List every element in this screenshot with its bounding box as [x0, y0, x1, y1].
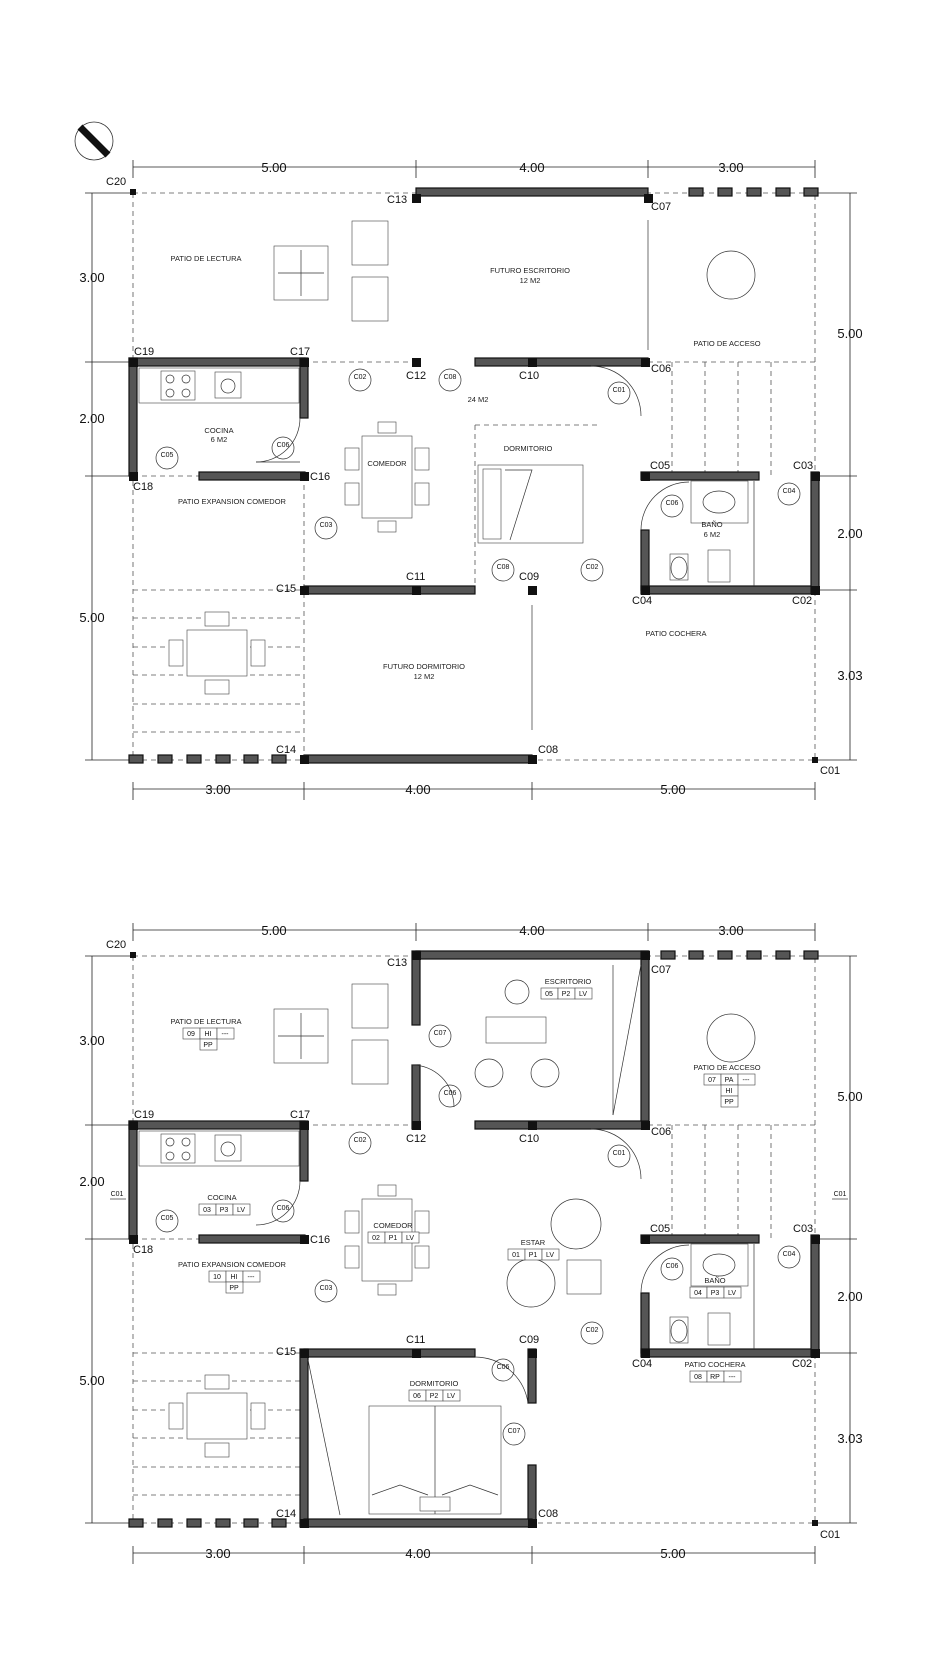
- col-label-c09: C09: [519, 571, 540, 583]
- dim-left-2: 2.00: [79, 411, 105, 426]
- room-code: LV: [578, 991, 588, 998]
- col-label-c20: C20: [106, 939, 127, 951]
- room-patio-acceso: PATIO DE ACCESO: [693, 339, 761, 348]
- room-name: DORMITORIO: [409, 1379, 459, 1388]
- room-code: P2: [561, 991, 571, 998]
- dimensions-right: [815, 956, 863, 1523]
- tag-c06-b: C06: [276, 1205, 290, 1212]
- dim-bottom-1: 3.00: [205, 1546, 231, 1561]
- room-name: COCINA: [207, 1193, 237, 1202]
- col-label-c13: C13: [387, 957, 408, 969]
- room-patio-cochera: [685, 1360, 746, 1382]
- room-name: PATIO DE ACCESO: [693, 1063, 761, 1072]
- col-label-c17: C17: [290, 1109, 311, 1121]
- room-futuro-escritorio-area: 12 M2: [519, 276, 541, 285]
- north-arrow-icon: [75, 122, 113, 160]
- room-dormitorio: DORMITORIO: [503, 444, 553, 453]
- room-patio-cochera: PATIO COCHERA: [645, 629, 707, 638]
- col-label-c10: C10: [519, 1133, 540, 1145]
- col-label-c03: C03: [793, 460, 814, 472]
- tag-c05: C05: [160, 452, 174, 459]
- tag-c02-a: C02: [353, 1137, 367, 1144]
- room-code: RP: [710, 1374, 720, 1381]
- dim-left-1: 3.00: [79, 270, 105, 285]
- dim-right-1: 5.00: [837, 1089, 863, 1104]
- col-label-c08: C08: [538, 1508, 559, 1520]
- tag-c03: C03: [319, 522, 333, 529]
- dim-right-3: 3.03: [837, 668, 863, 683]
- dimensions-right: [815, 193, 863, 760]
- room-code: 02: [372, 1235, 380, 1242]
- room-patio-acceso: [693, 1063, 760, 1107]
- dim-top-2: 4.00: [519, 923, 545, 938]
- col-label-c12: C12: [406, 370, 427, 382]
- dim-left-2: 2.00: [79, 1174, 105, 1189]
- tag-c07-b: C07: [507, 1428, 521, 1435]
- tag-c01: C01: [612, 1150, 626, 1157]
- room-estar: [508, 1238, 559, 1260]
- room-name: BAÑO: [704, 1276, 726, 1285]
- dimensions-bottom: [133, 782, 815, 800]
- col-label-c12: C12: [406, 1133, 427, 1145]
- room-code: P3: [710, 1290, 720, 1297]
- walls: [129, 188, 819, 763]
- room-dormitorio: [409, 1379, 460, 1401]
- room-patio-lectura: PATIO DE LECTURA: [170, 254, 242, 263]
- room-futuro-dormitorio: FUTURO DORMITORIO: [383, 662, 465, 671]
- col-label-c16: C16: [310, 1234, 331, 1246]
- col-label-c16: C16: [310, 471, 331, 483]
- dim-top-1: 5.00: [261, 923, 287, 938]
- room-code: PA: [724, 1077, 734, 1084]
- col-label-c04: C04: [632, 595, 653, 607]
- room-code: 05: [545, 991, 553, 998]
- tag-c06-b: C06: [665, 500, 679, 507]
- tag-c06-a: C06: [276, 442, 290, 449]
- room-code: LV: [405, 1235, 415, 1242]
- room-name: PATIO EXPANSION COMEDOR: [178, 1260, 286, 1269]
- col-label-c15: C15: [276, 583, 297, 595]
- room-bano: BAÑO: [701, 520, 723, 529]
- col-label-c04: C04: [632, 1358, 653, 1370]
- room-code: 07: [708, 1077, 716, 1084]
- tag-c06-c: C06: [665, 1263, 679, 1270]
- room-code: HI: [725, 1088, 733, 1095]
- col-label-c05: C05: [650, 460, 671, 472]
- tag-c04: C04: [782, 1251, 796, 1258]
- tag-c05: C05: [160, 1215, 174, 1222]
- dim-left-3: 5.00: [79, 1373, 105, 1388]
- room-patio-expansion: PATIO EXPANSION COMEDOR: [178, 497, 286, 506]
- col-label-c06: C06: [651, 363, 672, 375]
- room-name: ESCRITORIO: [544, 977, 592, 986]
- room-name: ESTAR: [520, 1238, 546, 1247]
- col-label-c08: C08: [538, 744, 559, 756]
- room-code: LV: [545, 1252, 555, 1259]
- tag-c04: C04: [782, 488, 796, 495]
- room-code: PP: [724, 1099, 734, 1106]
- dim-top-3: 3.00: [718, 160, 744, 175]
- room-code: ---: [221, 1031, 229, 1038]
- room-code: LV: [727, 1290, 737, 1297]
- tag-c02-a: C02: [353, 374, 367, 381]
- dim-top-1: 5.00: [261, 160, 287, 175]
- room-area-24: 24 M2: [467, 395, 489, 404]
- dimensions-top: [133, 923, 815, 941]
- col-label-c11: C11: [406, 571, 426, 583]
- tag-c06-d: C06: [496, 1364, 510, 1371]
- room-code: P2: [429, 1393, 439, 1400]
- room-cocina: COCINA: [204, 426, 234, 435]
- room-code: ---: [742, 1077, 750, 1084]
- col-label-c05: C05: [650, 1223, 671, 1235]
- room-code: ---: [728, 1374, 736, 1381]
- col-label-c01: C01: [820, 1529, 841, 1541]
- col-label-c02: C02: [792, 1358, 813, 1370]
- col-label-c17: C17: [290, 346, 311, 358]
- col-label-c14: C14: [276, 744, 297, 756]
- dim-bottom-3: 5.00: [660, 782, 686, 797]
- tag-c08-b: C08: [496, 564, 510, 571]
- room-name: COMEDOR: [373, 1221, 413, 1230]
- room-code: 03: [203, 1207, 211, 1214]
- room-code: P3: [219, 1207, 229, 1214]
- col-label-c20: C20: [106, 176, 127, 188]
- dimensions-bottom: [133, 1546, 815, 1564]
- col-label-c18: C18: [133, 481, 154, 493]
- col-label-c18: C18: [133, 1244, 154, 1256]
- tag-c08-a: C08: [443, 374, 457, 381]
- room-code: 10: [213, 1274, 221, 1281]
- room-bano-area: 6 M2: [703, 530, 721, 539]
- dim-bottom-1: 3.00: [205, 782, 231, 797]
- room-patio-lectura: [171, 1017, 242, 1050]
- col-label-c14: C14: [276, 1508, 297, 1520]
- tag-c06-a: C06: [443, 1090, 457, 1097]
- section-mark-right: C01: [833, 1191, 847, 1198]
- room-futuro-dormitorio-area: 12 M2: [413, 672, 435, 681]
- col-label-c19: C19: [134, 346, 155, 358]
- col-label-c13: C13: [387, 194, 408, 206]
- room-labels: [171, 254, 761, 681]
- tag-c03: C03: [319, 1285, 333, 1292]
- dim-bottom-2: 4.00: [405, 1546, 431, 1561]
- dim-bottom-2: 4.00: [405, 782, 431, 797]
- dim-right-1: 5.00: [837, 326, 863, 341]
- dim-top-2: 4.00: [519, 160, 545, 175]
- col-label-c10: C10: [519, 370, 540, 382]
- section-mark-left: C01: [110, 1191, 124, 1198]
- col-label-c09: C09: [519, 1334, 540, 1346]
- room-comedor: [368, 1221, 419, 1243]
- room-code: HI: [204, 1031, 212, 1038]
- room-code: HI: [230, 1274, 238, 1281]
- room-cocina: [199, 1193, 250, 1215]
- room-cocina-area: 6 M2: [210, 435, 228, 444]
- dim-bottom-3: 5.00: [660, 1546, 686, 1561]
- col-label-c01: C01: [820, 765, 841, 777]
- col-label-c07: C07: [651, 201, 672, 213]
- dim-left-3: 5.00: [79, 610, 105, 625]
- dim-right-2: 2.00: [837, 1289, 863, 1304]
- room-code: LV: [236, 1207, 246, 1214]
- col-label-c03: C03: [793, 1223, 814, 1235]
- room-name: PATIO COCHERA: [684, 1360, 746, 1369]
- room-name: PATIO DE LECTURA: [170, 1017, 242, 1026]
- room-patio-expansion: [178, 1260, 287, 1293]
- dim-right-3: 3.03: [837, 1431, 863, 1446]
- room-code: PP: [229, 1285, 239, 1292]
- tag-c02-b: C02: [585, 1327, 599, 1334]
- dim-top-3: 3.00: [718, 923, 744, 938]
- room-code: PP: [203, 1042, 213, 1049]
- floor-plan-current: [79, 160, 862, 800]
- room-escritorio: [541, 977, 592, 999]
- room-code: 06: [413, 1393, 421, 1400]
- dimensions-left: [79, 193, 133, 760]
- tag-c07-a: C07: [433, 1030, 447, 1037]
- room-code: 08: [694, 1374, 702, 1381]
- col-label-c06: C06: [651, 1126, 672, 1138]
- room-futuro-escritorio: FUTURO ESCRITORIO: [490, 266, 570, 275]
- room-code: 09: [187, 1031, 195, 1038]
- tag-c02-b: C02: [585, 564, 599, 571]
- dim-right-2: 2.00: [837, 526, 863, 541]
- dim-left-1: 3.00: [79, 1033, 105, 1048]
- dimensions-left: [79, 956, 133, 1523]
- room-code: 04: [694, 1290, 702, 1297]
- room-code: P1: [528, 1252, 538, 1259]
- room-code: LV: [446, 1393, 456, 1400]
- col-label-c19: C19: [134, 1109, 155, 1121]
- col-label-c02: C02: [792, 595, 813, 607]
- col-label-c11: C11: [406, 1334, 426, 1346]
- col-label-c07: C07: [651, 964, 672, 976]
- room-code: ---: [247, 1274, 255, 1281]
- tag-c01: C01: [612, 387, 626, 394]
- room-code: 01: [512, 1252, 520, 1259]
- room-comedor: COMEDOR: [367, 459, 407, 468]
- floor-plan-future: [79, 923, 862, 1564]
- col-label-c15: C15: [276, 1346, 297, 1358]
- room-code: P1: [388, 1235, 398, 1242]
- dimensions-top: [133, 160, 815, 178]
